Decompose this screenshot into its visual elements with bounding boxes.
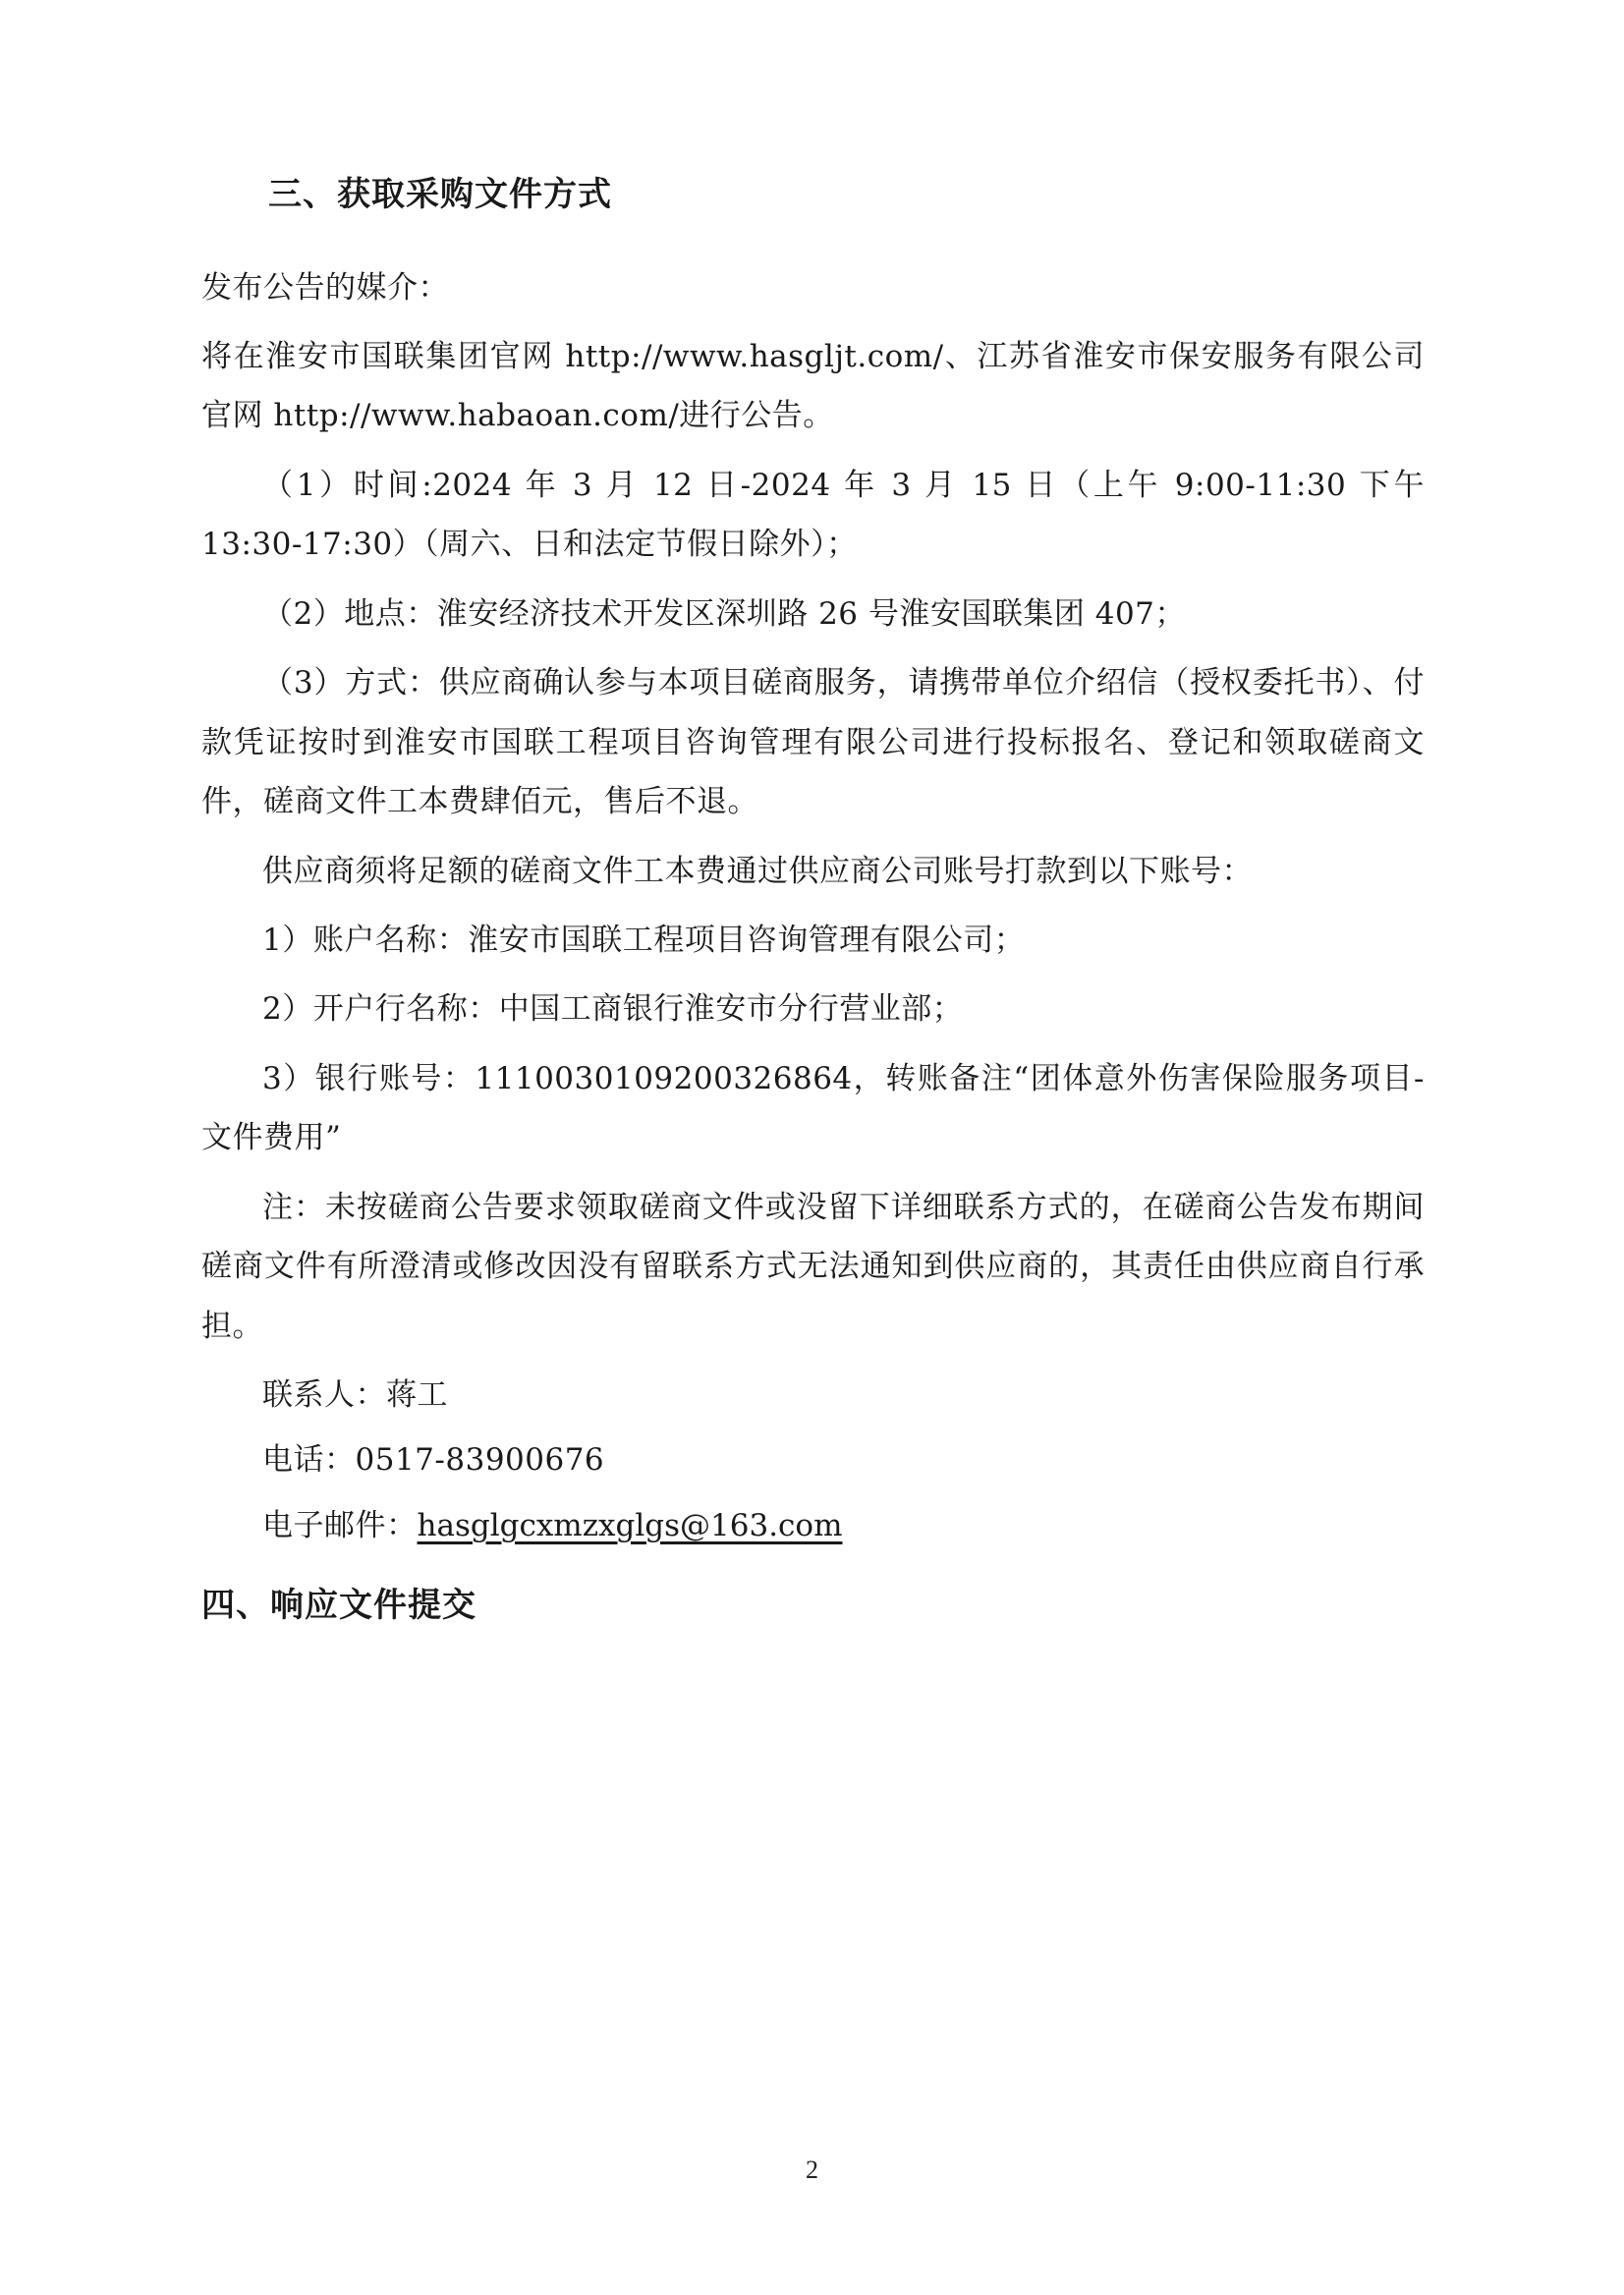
contact-person: 联系人：蒋工 [262,1377,448,1414]
contact-block [201,1366,1425,1555]
page-number: 2 [806,2155,818,2184]
acquire-item-time: （1）时间:2024 年 3 月 12 日-2024 年 3 月 15 日（上午 9:00-11:30 下午 13:30-17:30）（周六、日和法定节假日除外）； [201,467,1425,563]
contact-email-address[interactable]: hasglgcxmzxglgs@163.com [417,1507,843,1543]
section-heading: 三、获取采购文件方式 [268,175,612,214]
account-number: 3）银行账号：1110030109200326864，转账备注“团体意外伤害保险服务项目-文件费用” [201,1060,1425,1156]
document-body [201,172,1425,1631]
contact-phone: 电话：0517-83900676 [262,1442,605,1479]
note-paragraph: 注：未按磋商公告要求领取磋商文件或没留下详细联系方式的，在磋商公告发布期间磋商文件有所澄清或修改因没有留联系方式无法通知到供应商的，其责任由供应商自行承担。 [201,1189,1425,1344]
next-section-heading: 四、响应文件提交 [201,1586,476,1626]
account-name: 1）账户名称：淮安市国联工程项目咨询管理有限公司； [262,922,1026,958]
media-label: 发布公告的媒介： [201,269,449,306]
payment-intro: 供应商须将足额的磋商文件工本费通过供应商公司账号打款到以下账号： [262,853,1253,889]
contact-email-line [201,1496,1425,1555]
acquire-item-method: （3）方式：供应商确认参与本项目磋商服务，请携带单位介绍信（授权委托书）、付款凭证按时到淮安市国联工程项目咨询管理有限公司进行投标报名、登记和领取磋商文件，磋商文件工本费肆佰元，售后不退。 [201,665,1425,820]
media-text: 将在淮安市国联集团官网 http://www.hasgljt.com/、江苏省淮安市保安服务有限公司官网 http://www.habaoan.com/进行公告。 [201,339,1425,434]
account-bank: 2）开户行名称：中国工商银行淮安市分行营业部； [262,991,964,1028]
acquire-item-location: （2）地点：淮安经济技术开发区深圳路 26 号淮安国联集团 407； [262,595,1186,632]
contact-email-label: 电子邮件： [262,1507,418,1543]
